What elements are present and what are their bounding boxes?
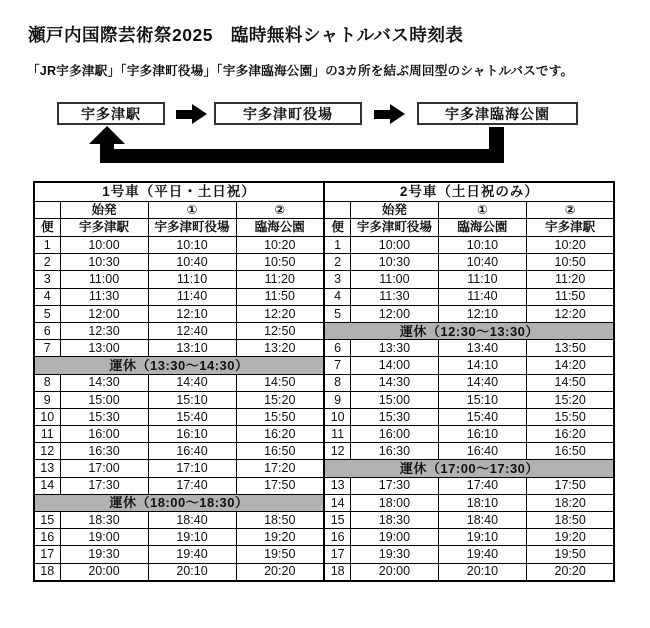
trip-number: 11: [34, 426, 60, 443]
route-stop-label: 宇多津臨海公園: [445, 105, 550, 122]
departure-time: 12:10: [438, 305, 526, 322]
subheader-stop-2: ②: [236, 202, 324, 219]
timetable-row: [324, 237, 614, 254]
subheader-cell: [34, 202, 60, 219]
trip-number: 16: [324, 529, 350, 546]
departure-time: 11:20: [236, 271, 324, 288]
column-header-station: 宇多津町役場: [350, 219, 438, 237]
departure-time: 19:50: [236, 546, 324, 563]
departure-time: 15:50: [526, 408, 614, 425]
departure-time: 12:50: [236, 322, 324, 339]
departure-time: 11:50: [526, 288, 614, 305]
timetable-row: [324, 357, 614, 374]
timetable-row: [324, 391, 614, 408]
departure-time: 16:30: [60, 443, 148, 460]
departure-time: 13:40: [438, 340, 526, 357]
trip-number: 12: [324, 443, 350, 460]
departure-time: 12:20: [526, 305, 614, 322]
route-return-arrow-icon: [100, 142, 114, 163]
departure-time: 11:00: [60, 271, 148, 288]
departure-time: 15:10: [148, 391, 236, 408]
departure-time: 11:40: [438, 288, 526, 305]
trip-number: 14: [324, 494, 350, 511]
departure-time: 10:30: [60, 254, 148, 271]
service-break-row: [34, 357, 324, 374]
departure-time: 14:20: [526, 357, 614, 374]
departure-time: 15:40: [438, 408, 526, 425]
timetable-row: [324, 494, 614, 511]
departure-time: 15:30: [60, 408, 148, 425]
trip-number: 18: [34, 563, 60, 581]
departure-time: 19:40: [438, 546, 526, 563]
trip-number: 13: [324, 477, 350, 494]
route-return-arrow-icon: [100, 149, 504, 163]
timetable-row: [34, 340, 324, 357]
trip-number: 2: [324, 254, 350, 271]
departure-time: 11:20: [526, 271, 614, 288]
timetable-row: [324, 288, 614, 305]
subheader-stop-1: ①: [438, 202, 526, 219]
subheader-cell: [324, 202, 350, 219]
timetable-row: [34, 477, 324, 494]
timetable-row: [324, 477, 614, 494]
departure-time: 18:20: [526, 494, 614, 511]
departure-time: 18:50: [236, 512, 324, 529]
service-break-label: 運休（12:30～13:30）: [324, 322, 614, 339]
trip-number: 11: [324, 426, 350, 443]
trip-number: 15: [34, 512, 60, 529]
departure-time: 10:50: [236, 254, 324, 271]
departure-time: 18:10: [438, 494, 526, 511]
departure-time: 19:50: [526, 546, 614, 563]
departure-time: 11:10: [438, 271, 526, 288]
service-break-row: [34, 494, 324, 511]
bus1-title-row: [34, 182, 324, 202]
bus2-station-header-row: [324, 219, 614, 237]
departure-time: 12:20: [236, 305, 324, 322]
timetable-row: [324, 254, 614, 271]
trip-number: 5: [34, 305, 60, 322]
departure-time: 12:00: [350, 305, 438, 322]
trip-number: 4: [34, 288, 60, 305]
timetable-row: [34, 254, 324, 271]
bus2-subheader-row: [324, 202, 614, 219]
timetable-row: [34, 443, 324, 460]
bus2-title: 2号車（土日祝のみ）: [324, 182, 614, 202]
trip-number: 6: [324, 340, 350, 357]
departure-time: 16:30: [350, 443, 438, 460]
departure-time: 19:30: [60, 546, 148, 563]
departure-time: 17:40: [148, 477, 236, 494]
departure-time: 10:30: [350, 254, 438, 271]
trip-number: 3: [34, 271, 60, 288]
departure-time: 20:10: [438, 563, 526, 581]
departure-time: 18:00: [350, 494, 438, 511]
departure-time: 15:40: [148, 408, 236, 425]
timetable-row: [324, 426, 614, 443]
subheader-stop-2: ②: [526, 202, 614, 219]
timetable-row: [324, 305, 614, 322]
departure-time: 19:20: [526, 529, 614, 546]
departure-time: 18:40: [148, 512, 236, 529]
departure-time: 13:50: [526, 340, 614, 357]
departure-time: 15:30: [350, 408, 438, 425]
timetable-row: [34, 426, 324, 443]
route-arrow-right-icon: [374, 110, 391, 119]
departure-time: 16:10: [148, 426, 236, 443]
departure-time: 16:10: [438, 426, 526, 443]
departure-time: 16:40: [148, 443, 236, 460]
timetable-row: [34, 271, 324, 288]
departure-time: 17:30: [350, 477, 438, 494]
timetable-row: [34, 322, 324, 339]
departure-time: 11:10: [148, 271, 236, 288]
timetable-row: [34, 237, 324, 254]
trip-number: 9: [324, 391, 350, 408]
timetable-row: [324, 546, 614, 563]
departure-time: 19:10: [148, 529, 236, 546]
departure-time: 17:50: [526, 477, 614, 494]
departure-time: 19:00: [350, 529, 438, 546]
departure-time: 12:30: [60, 322, 148, 339]
departure-time: 13:00: [60, 340, 148, 357]
departure-time: 18:30: [60, 512, 148, 529]
column-header-station: 宇多津駅: [60, 219, 148, 237]
departure-time: 11:30: [350, 288, 438, 305]
trip-number: 18: [324, 563, 350, 581]
column-header-trip-no: 便: [324, 219, 350, 237]
departure-time: 10:10: [438, 237, 526, 254]
timetable-row: [324, 374, 614, 391]
timetable-row: [34, 460, 324, 477]
departure-time: 18:50: [526, 512, 614, 529]
departure-time: 16:40: [438, 443, 526, 460]
trip-number: 7: [34, 340, 60, 357]
subheader-stop-1: ①: [148, 202, 236, 219]
departure-time: 15:00: [350, 391, 438, 408]
trip-number: 1: [34, 237, 60, 254]
route-arrow-right-icon: [390, 104, 405, 124]
trip-number: 1: [324, 237, 350, 254]
trip-number: 2: [34, 254, 60, 271]
departure-time: 12:40: [148, 322, 236, 339]
column-header-trip-no: 便: [34, 219, 60, 237]
timetable-row: [34, 305, 324, 322]
page-subtitle: 「JR宇多津駅」「宇多津町役場」「宇多津臨海公園」の3カ所を結ぶ周回型のシャトルバスです。: [27, 64, 574, 78]
trip-number: 10: [324, 408, 350, 425]
departure-time: 11:50: [236, 288, 324, 305]
bus1-title: 1号車（平日・土日祝）: [34, 182, 324, 202]
departure-time: 11:40: [148, 288, 236, 305]
departure-time: 17:00: [60, 460, 148, 477]
route-return-arrowhead-icon: [89, 126, 125, 144]
trip-number: 12: [34, 443, 60, 460]
service-break-label: 運休（13:30～14:30）: [34, 357, 324, 374]
departure-time: 16:20: [526, 426, 614, 443]
departure-time: 15:50: [236, 408, 324, 425]
departure-time: 20:00: [350, 563, 438, 581]
service-break-row: [324, 322, 614, 339]
departure-time: 10:40: [438, 254, 526, 271]
trip-number: 6: [34, 322, 60, 339]
service-break-label: 運休（18:00～18:30）: [34, 494, 324, 511]
departure-time: 11:30: [60, 288, 148, 305]
departure-time: 19:20: [236, 529, 324, 546]
column-header-station: 宇多津町役場: [148, 219, 236, 237]
departure-time: 14:10: [438, 357, 526, 374]
timetable-row: [34, 408, 324, 425]
timetable-row: [324, 408, 614, 425]
timetable-row: [34, 529, 324, 546]
route-arrow-right-icon: [192, 104, 207, 124]
departure-time: 18:40: [438, 512, 526, 529]
departure-time: 14:40: [148, 374, 236, 391]
departure-time: 15:20: [526, 391, 614, 408]
bus1-station-header-row: [34, 219, 324, 237]
departure-time: 16:50: [236, 443, 324, 460]
departure-time: 12:00: [60, 305, 148, 322]
departure-time: 16:50: [526, 443, 614, 460]
bus1-timetable-body: [34, 237, 324, 581]
route-stop-town-hall: [214, 102, 362, 125]
timetable-row: [34, 374, 324, 391]
trip-number: 10: [34, 408, 60, 425]
departure-time: 19:30: [350, 546, 438, 563]
timetable-row: [324, 563, 614, 581]
departure-time: 14:00: [350, 357, 438, 374]
column-header-station: 宇多津駅: [526, 219, 614, 237]
departure-time: 20:00: [60, 563, 148, 581]
service-break-row: [324, 460, 614, 477]
bus1-subheader-row: [34, 202, 324, 219]
departure-time: 10:10: [148, 237, 236, 254]
trip-number: 8: [34, 374, 60, 391]
timetable-row: [34, 563, 324, 581]
timetables: [33, 181, 615, 582]
trip-number: 16: [34, 529, 60, 546]
timetable-row: [34, 391, 324, 408]
trip-number: 8: [324, 374, 350, 391]
departure-time: 10:00: [350, 237, 438, 254]
departure-time: 12:10: [148, 305, 236, 322]
route-arrow-right-icon: [176, 110, 193, 119]
trip-number: 17: [34, 546, 60, 563]
departure-time: 17:10: [148, 460, 236, 477]
timetable-row: [34, 546, 324, 563]
subheader-first-departure: 始発: [350, 202, 438, 219]
trip-number: 17: [324, 546, 350, 563]
departure-time: 14:30: [350, 374, 438, 391]
departure-time: 17:20: [236, 460, 324, 477]
timetable-row: [324, 443, 614, 460]
trip-number: 9: [34, 391, 60, 408]
departure-time: 14:50: [526, 374, 614, 391]
route-stop-label: 宇多津町役場: [243, 105, 333, 122]
departure-time: 13:20: [236, 340, 324, 357]
departure-time: 20:20: [236, 563, 324, 581]
departure-time: 10:20: [526, 237, 614, 254]
service-break-label: 運休（17:00～17:30）: [324, 460, 614, 477]
page-title: 瀬戸内国際芸術祭2025 臨時無料シャトルバス時刻表: [28, 25, 464, 45]
timetable-row: [34, 288, 324, 305]
departure-time: 10:40: [148, 254, 236, 271]
bus2-timetable: [323, 181, 615, 582]
departure-time: 14:30: [60, 374, 148, 391]
departure-time: 19:40: [148, 546, 236, 563]
timetable-row: [324, 271, 614, 288]
bus1-timetable: [33, 181, 325, 582]
trip-number: 14: [34, 477, 60, 494]
departure-time: 16:00: [60, 426, 148, 443]
route-stop-label: 宇多津駅: [81, 105, 141, 122]
trip-number: 7: [324, 357, 350, 374]
trip-number: 15: [324, 512, 350, 529]
trip-number: 13: [34, 460, 60, 477]
route-stop-rinkai-park: [417, 102, 578, 125]
trip-number: 4: [324, 288, 350, 305]
departure-time: 20:20: [526, 563, 614, 581]
departure-time: 10:50: [526, 254, 614, 271]
bus2-title-row: [324, 182, 614, 202]
departure-time: 17:30: [60, 477, 148, 494]
departure-time: 15:00: [60, 391, 148, 408]
timetable-row: [34, 512, 324, 529]
departure-time: 10:00: [60, 237, 148, 254]
bus2-timetable-body: [324, 237, 614, 581]
departure-time: 14:40: [438, 374, 526, 391]
subheader-first-departure: 始発: [60, 202, 148, 219]
departure-time: 11:00: [350, 271, 438, 288]
trip-number: 3: [324, 271, 350, 288]
route-stop-utazu-station: [57, 102, 165, 125]
trip-number: 5: [324, 305, 350, 322]
column-header-station: 臨海公園: [236, 219, 324, 237]
departure-time: 20:10: [148, 563, 236, 581]
timetable-row: [324, 512, 614, 529]
timetable-row: [324, 529, 614, 546]
departure-time: 16:20: [236, 426, 324, 443]
departure-time: 17:50: [236, 477, 324, 494]
departure-time: 15:20: [236, 391, 324, 408]
departure-time: 14:50: [236, 374, 324, 391]
departure-time: 18:30: [350, 512, 438, 529]
departure-time: 16:00: [350, 426, 438, 443]
departure-time: 19:00: [60, 529, 148, 546]
column-header-station: 臨海公園: [438, 219, 526, 237]
departure-time: 17:40: [438, 477, 526, 494]
timetable-row: [324, 340, 614, 357]
departure-time: 15:10: [438, 391, 526, 408]
departure-time: 10:20: [236, 237, 324, 254]
departure-time: 19:10: [438, 529, 526, 546]
departure-time: 13:30: [350, 340, 438, 357]
departure-time: 13:10: [148, 340, 236, 357]
